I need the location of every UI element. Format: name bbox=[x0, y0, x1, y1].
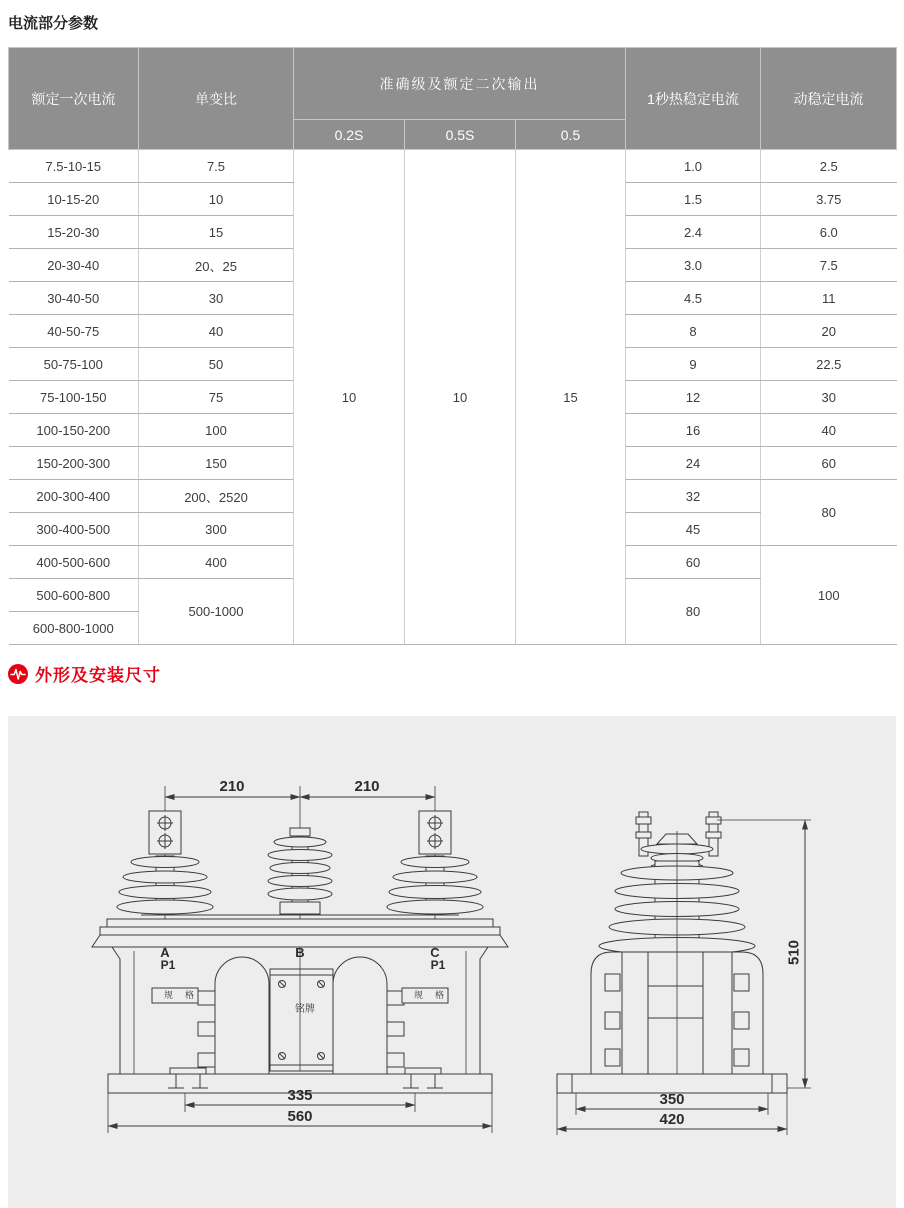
cell-thermal: 12 bbox=[626, 381, 761, 414]
header-sub-05s: 0.5S bbox=[405, 120, 516, 150]
page-title: 电流部分参数 bbox=[8, 15, 99, 32]
cell-ratio: 20、25 bbox=[139, 249, 294, 282]
cell-dynamic: 7.5 bbox=[761, 249, 897, 282]
cell-primary: 30-40-50 bbox=[9, 282, 139, 315]
side-view-drawing bbox=[557, 812, 811, 1135]
cell-thermal: 3.0 bbox=[626, 249, 761, 282]
dim-210-left-label: 210 bbox=[219, 778, 245, 795]
cell-primary: 7.5-10-15 bbox=[9, 150, 139, 183]
cell-ratio: 50 bbox=[139, 348, 294, 381]
cell-primary: 15-20-30 bbox=[9, 216, 139, 249]
cell-thermal: 80 bbox=[626, 579, 761, 645]
cell-ratio: 500-1000 bbox=[139, 579, 294, 645]
cell-primary: 10-15-20 bbox=[9, 183, 139, 216]
cell-accuracy-02s: 10 bbox=[294, 150, 405, 645]
cell-ratio: 300 bbox=[139, 513, 294, 546]
cell-ratio: 75 bbox=[139, 381, 294, 414]
cell-thermal: 1.0 bbox=[626, 150, 761, 183]
cell-dynamic: 60 bbox=[761, 447, 897, 480]
cell-thermal: 60 bbox=[626, 546, 761, 579]
cell-thermal: 45 bbox=[626, 513, 761, 546]
cell-thermal: 32 bbox=[626, 480, 761, 513]
cell-dynamic: 3.75 bbox=[761, 183, 897, 216]
nameplate-label: 铭牌 bbox=[295, 1004, 315, 1015]
cell-primary: 100-150-200 bbox=[9, 414, 139, 447]
cell-thermal: 9 bbox=[626, 348, 761, 381]
dim-350-label: 350 bbox=[659, 1091, 685, 1108]
cell-dynamic: 6.0 bbox=[761, 216, 897, 249]
header-thermal: 1秒热稳定电流 bbox=[626, 48, 761, 150]
cell-thermal: 2.4 bbox=[626, 216, 761, 249]
header-ratio: 单变比 bbox=[139, 48, 294, 150]
dim-420-label: 420 bbox=[659, 1111, 685, 1128]
cell-ratio: 150 bbox=[139, 447, 294, 480]
header-sub-02s: 0.2S bbox=[294, 120, 405, 150]
terminal-b-label: B bbox=[295, 945, 305, 960]
cell-dynamic: 40 bbox=[761, 414, 897, 447]
terminal-c-p1-label: P1 bbox=[430, 958, 446, 972]
terminal-a-label: A bbox=[160, 945, 170, 960]
section-heading bbox=[8, 661, 896, 686]
cell-ratio: 40 bbox=[139, 315, 294, 348]
cell-accuracy-05s: 10 bbox=[405, 150, 516, 645]
cell-thermal: 16 bbox=[626, 414, 761, 447]
section-title: 外形及安装尺寸 bbox=[35, 666, 161, 685]
cell-thermal: 1.5 bbox=[626, 183, 761, 216]
cell-dynamic: 22.5 bbox=[761, 348, 897, 381]
cell-primary: 500-600-800 bbox=[9, 579, 139, 612]
dimension-drawing bbox=[8, 716, 896, 1208]
spec-box-right-label: 规格 bbox=[414, 990, 457, 1000]
cell-primary: 200-300-400 bbox=[9, 480, 139, 513]
header-dynamic: 动稳定电流 bbox=[761, 48, 897, 150]
header-sub-05: 0.5 bbox=[516, 120, 626, 150]
cell-ratio: 30 bbox=[139, 282, 294, 315]
cell-ratio: 7.5 bbox=[139, 150, 294, 183]
dim-210-right-label: 210 bbox=[354, 778, 380, 795]
dimension-drawing-panel bbox=[8, 716, 896, 1208]
cell-thermal: 4.5 bbox=[626, 282, 761, 315]
cell-ratio: 100 bbox=[139, 414, 294, 447]
cell-ratio: 10 bbox=[139, 183, 294, 216]
pulse-icon bbox=[8, 664, 28, 684]
cell-dynamic: 30 bbox=[761, 381, 897, 414]
cell-thermal: 8 bbox=[626, 315, 761, 348]
cell-dynamic: 100 bbox=[761, 546, 897, 645]
cell-ratio: 15 bbox=[139, 216, 294, 249]
dim-510-label: 510 bbox=[785, 939, 803, 966]
cell-dynamic: 2.5 bbox=[761, 150, 897, 183]
cell-primary: 150-200-300 bbox=[9, 447, 139, 480]
cell-dynamic: 80 bbox=[761, 480, 897, 546]
dim-335-label: 335 bbox=[287, 1087, 313, 1104]
spec-box-left-label: 规格 bbox=[164, 990, 207, 1000]
cell-primary: 40-50-75 bbox=[9, 315, 139, 348]
cell-ratio: 400 bbox=[139, 546, 294, 579]
cell-primary: 75-100-150 bbox=[9, 381, 139, 414]
dim-560-label: 560 bbox=[287, 1108, 313, 1125]
cell-primary: 50-75-100 bbox=[9, 348, 139, 381]
cell-thermal: 24 bbox=[626, 447, 761, 480]
header-accuracy-group: 准确级及额定二次输出 bbox=[294, 48, 626, 120]
cell-dynamic: 20 bbox=[761, 315, 897, 348]
cell-ratio: 200、2520 bbox=[139, 480, 294, 513]
cell-primary: 600-800-1000 bbox=[9, 612, 139, 645]
cell-dynamic: 11 bbox=[761, 282, 897, 315]
cell-primary: 20-30-40 bbox=[9, 249, 139, 282]
terminal-a-p1-label: P1 bbox=[160, 958, 176, 972]
cell-primary: 300-400-500 bbox=[9, 513, 139, 546]
header-primary-current: 额定一次电流 bbox=[9, 48, 139, 150]
terminal-c-label: C bbox=[430, 945, 440, 960]
cell-accuracy-05: 15 bbox=[516, 150, 626, 645]
table-row bbox=[9, 150, 897, 183]
current-parameters-table bbox=[8, 47, 897, 645]
cell-primary: 400-500-600 bbox=[9, 546, 139, 579]
